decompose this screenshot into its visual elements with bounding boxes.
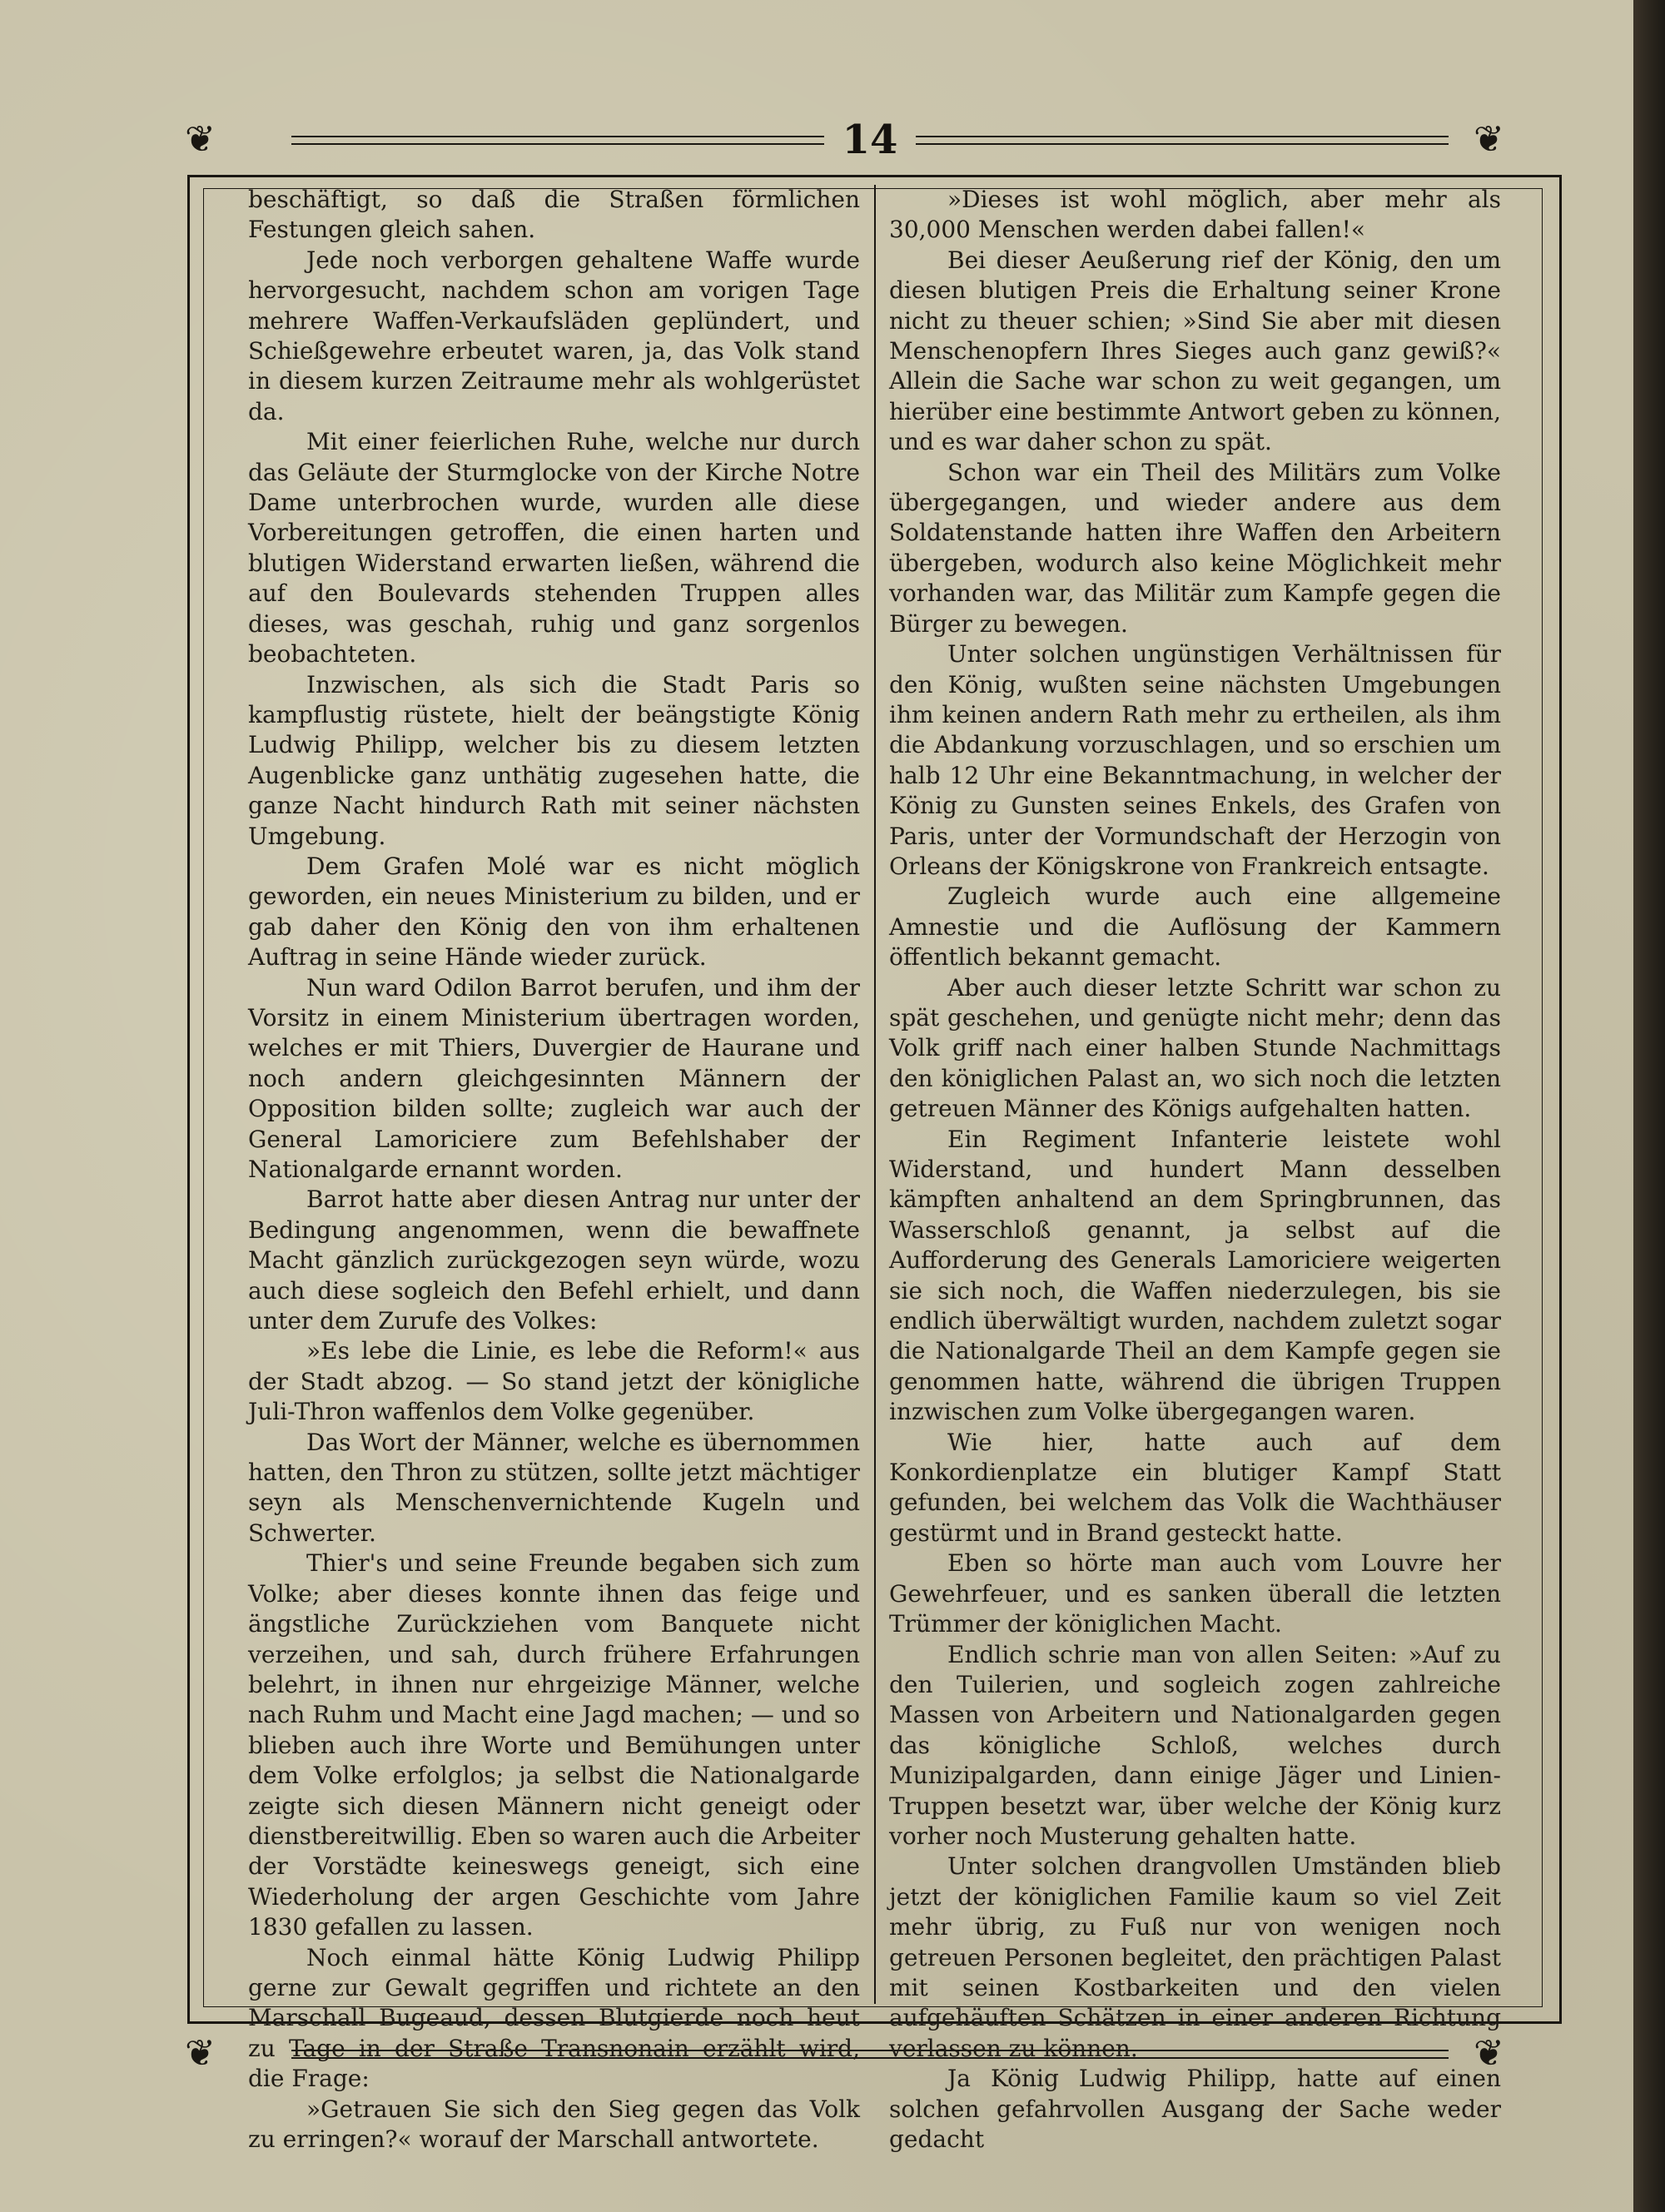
text-column-right <box>889 185 1501 2155</box>
paragraph: Bei dieser Aeußerung rief der König, den um diesen blutigen Preis die Erhaltung seiner Krone nicht zu theuer schien; »Sind Sie aber mit diesen Menschenopfern Ihres Sieges auch ganz gewiß?« Allein die Sache war schon zu weit gegangen, um hierüber eine bestimmte Antwort geben zu können, und es war daher schon zu spät. <box>889 246 1501 456</box>
paragraph: Wie hier, hatte auch auf dem Konkordienplatze ein blutiger Kampf Statt gefunden, bei welchem das Volk die Wachthäuser gestürmt und in Brand gesteckt hatte. <box>889 1428 1501 1547</box>
paragraph: »Getrauen Sie sich den Sieg gegen das Volk zu erringen?« worauf der Marschall antwortete. <box>248 2095 860 2153</box>
column-divider <box>874 185 876 2004</box>
paragraph: Aber auch dieser letzte Schritt war schon zu spät geschehen, und genügte nicht mehr; denn das Volk griff nach einer halben Stunde Nachmittags den königlichen Palast an, wo sich noch die letzten getreuen Männer des Königs aufgehalten hatten. <box>889 973 1501 1123</box>
book-edge <box>1633 0 1665 2212</box>
header-rule-left-2 <box>291 143 824 145</box>
paragraph: Barrot hatte aber diesen Antrag nur unter der Bedingung angenommen, wenn die bewaffnete Macht gänzlich zurückgezogen seyn würde, wozu auch diese sogleich den Befehl erhielt, und dann unter dem Zurufe des Volkes: <box>248 1186 860 1335</box>
header-rule-left <box>291 136 824 137</box>
paragraph: Unter solchen drangvollen Umständen blieb jetzt der königlichen Familie kaum so viel Zeit mehr übrig, zu Fuß nur von wenigen noch getreuen Personen begleitet, den prächtigen Palast mit seinen Kostbarkeiten und den vielen aufgehäuften Schätzen in einer anderen Richtung verlassen zu können. <box>889 1852 1501 2062</box>
paragraph: Thier's und seine Freunde begaben sich zum Volke; aber dieses konnte ihnen das feige und ängstliche Zurückziehen vom Banquete nicht verzeihen, und sah, durch frühere Erfahrungen belehrt, in ihnen nur ehrgeizige Männer, welche nach Ruhm und Macht eine Jagd machen; — und so blieben auch ihre Worte und Bemühungen unter dem Volke erfolglos; ja selbst die Nationalgarde zeigte sich diesen Männern nicht geneigt oder dienstbereitwillig. Eben so waren auch die Arbeiter der Vorstädte keineswegs geneigt, sich eine Wiederholung der argen Geschichte vom Jahre 1830 gefallen zu lassen. <box>248 1549 860 1941</box>
paragraph: Endlich schrie man von allen Seiten: »Auf zu den Tuilerien, und sogleich zogen zahlreiche Massen von Arbeitern und Nationalgarden gegen das königliche Schloß, welches durch Munizipalgarden, dann einige Jäger und Linien-Truppen besetzt war, über welche der König kurz vorher noch Musterung gehalten hatte. <box>889 1640 1501 1850</box>
scroll-ornament-icon: ❦ <box>1474 2032 1504 2075</box>
scroll-ornament-icon: ❦ <box>185 118 216 161</box>
page-number: 14 <box>842 117 898 163</box>
paragraph: Unter solchen ungünstigen Verhältnissen für den König, wußten seine nächsten Umgebungen ihm keinen andern Rath mehr zu ertheilen, als ihm die Abdankung vorzuschlagen, und so erschien um halb 12 Uhr eine Bekanntmachung, in welcher der König zu Gunsten seines Enkels, des Grafen von Paris, unter der Vormundschaft der Herzogin von Orleans der Königskrone von Frankreich entsagte. <box>889 640 1501 880</box>
scroll-ornament-icon: ❦ <box>1474 118 1504 161</box>
paragraph: Noch einmal hätte König Ludwig Philipp gerne zur Gewalt gegriffen und richtete an den Marschall Bugeaud, dessen Blutgierde noch heut zu Tage in der Straße Transnonain erzählt wird, die Frage: <box>248 1943 860 2093</box>
text-column-left <box>248 185 860 2155</box>
paragraph: Inzwischen, als sich die Stadt Paris so kampflustig rüstete, hielt der beängstigte König Ludwig Philipp, welcher bis zu diesem letzten Augenblicke ganz unthätig zugesehen hatte, die ganze Nacht hindurch Rath mit seiner nächsten Umgebung. <box>248 670 860 850</box>
paragraph: Eben so hörte man auch vom Louvre her Gewehrfeuer, und es sanken überall die letzten Trümmer der königlichen Macht. <box>889 1549 1501 1638</box>
paragraph: Zugleich wurde auch eine allgemeine Amnestie und die Auflösung der Kammern öffentlich bekannt gemacht. <box>889 882 1501 972</box>
paragraph: Das Wort der Männer, welche es übernommen hatten, den Thron zu stützen, sollte jetzt mächtiger seyn als Menschenvernichtende Kugeln und Schwerter. <box>248 1428 860 1547</box>
paragraph: »Es lebe die Linie, es lebe die Reform!« aus der Stadt abzog. — So stand jetzt der königliche Juli-Thron waffenlos dem Volke gegenüber. <box>248 1337 860 1426</box>
paragraph: Dem Grafen Molé war es nicht möglich geworden, ein neues Ministerium zu bilden, und er gab daher den König den von ihm erhaltenen Auftrag in seine Hände wieder zurück. <box>248 852 860 972</box>
paragraph: »Dieses ist wohl möglich, aber mehr als 30,000 Menschen werden dabei fallen!« <box>889 186 1501 244</box>
paragraph: Ein Regiment Infanterie leistete wohl Widerstand, und hundert Mann desselben kämpften anhaltend an dem Springbrunnen, das Wasserschloß genannt, ja selbst auf die Aufforderung des Generals Lamoriciere weigerten sie sich noch, die Waffen niederzulegen, bis sie endlich überwältigt wurden, nachdem zuletzt sogar die Nationalgarde Theil an dem Kampfe gegen sie genommen hatte, während die übrigen Truppen inzwischen zum Volke übergegangen waren. <box>889 1125 1501 1426</box>
paragraph: Mit einer feierlichen Ruhe, welche nur durch das Geläute der Sturmglocke von der Kirche Notre Dame unterbrochen wurde, wurden alle diese Vorbereitungen getroffen, die einen harten und blutigen Widerstand erwarten ließen, während die auf den Boulevards stehenden Truppen alles dieses, was geschah, ruhig und ganz sorgenlos beobachteten. <box>248 428 860 669</box>
scroll-ornament-icon: ❦ <box>185 2032 216 2075</box>
paragraph: Nun ward Odilon Barrot berufen, und ihm der Vorsitz in einem Ministerium übertragen worden, welches er mit Thiers, Duvergier de Haurane und noch andern gleichgesinnten Männern der Opposition bilden sollte; zugleich war auch der General Lamoriciere zum Befehlshaber der Nationalgarde ernannt worden. <box>248 973 860 1183</box>
paragraph: Jede noch verborgen gehaltene Waffe wurde hervorgesucht, nachdem schon am vorigen Tage mehrere Waffen-Verkaufsläden geplündert, und Schießgewehre erbeutet waren, ja, das Volk stand in diesem kurzen Zeitraume mehr als wohlgerüstet da. <box>248 246 860 425</box>
paragraph: Ja König Ludwig Philipp, hatte auf einen solchen gefahrvollen Ausgang der Sache weder gedacht <box>889 2065 1501 2153</box>
paragraph: beschäftigt, so daß die Straßen förmlichen Festungen gleich sahen. <box>248 186 860 244</box>
paragraph: Schon war ein Theil des Militärs zum Volke übergegangen, und wieder andere aus dem Soldatenstande hatten ihre Waffen den Arbeitern übergeben, wodurch also keine Möglichkeit mehr vorhanden war, das Militär zum Kampfe gegen die Bürger zu bewegen. <box>889 458 1501 638</box>
header-rule-right <box>916 136 1449 137</box>
header-rule-right-2 <box>916 143 1449 145</box>
